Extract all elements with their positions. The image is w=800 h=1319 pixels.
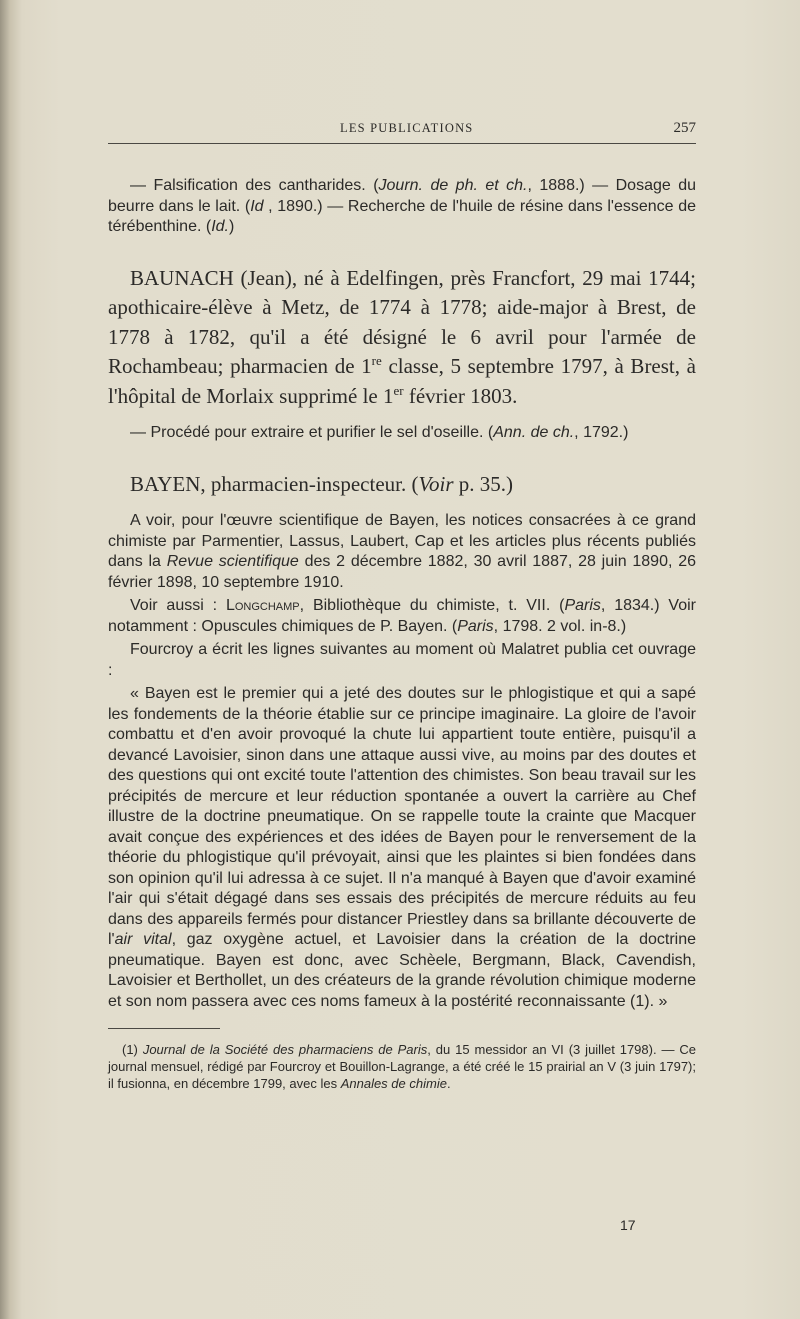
text-run: classe, 5 septembre 1797, à Brest, à l'hôpital de Morlaix supprimé le 1 [108, 354, 696, 408]
text-run: , 1798. 2 vol. in-8.) [493, 617, 627, 635]
text-run: (Jean), né à Edelfingen, près Francfort, 29 mai 1744; apothicaire-élève à Metz, de 1774 à 1778; aide-major à Brest, de 1778 à 1782, qu'il a été désigné le 6 avril pour l'armée de Rochambeau; pharmacien de 1 [108, 265, 696, 378]
running-head: LES PUBLICATIONS [340, 121, 474, 135]
publications-paragraph [108, 176, 696, 238]
bayen-paragraph-notices [108, 511, 696, 593]
citation: Id. [211, 218, 229, 235]
superscript: re [371, 353, 382, 368]
text-run: Voir aussi : [130, 597, 226, 614]
text-run: février 1803. [403, 383, 518, 408]
place-name: Paris [457, 617, 494, 635]
text-run: p. 35.) [453, 471, 513, 496]
citation: Annales de chimie [340, 1076, 447, 1091]
entry-baunach [108, 264, 696, 412]
superscript: er [393, 382, 404, 398]
text-run: . [446, 1076, 451, 1091]
text-run: A voir, pour l'œuvre scientifique de Bayen, les notices consacrées à ce grand chimiste par Parmentier, Lassus, Laubert, Cap et les articles plus récents publiés dans la [108, 512, 696, 570]
citation: Id [250, 197, 264, 215]
baunach-publication [108, 423, 696, 444]
author-name: Longchamp [225, 597, 300, 614]
entry-name: BAYEN [130, 471, 201, 496]
footnote-number: (1) [122, 1042, 143, 1057]
text-run: — Procédé pour extraire et purifier le sel d'oseille. ( [130, 424, 494, 441]
citation: Revue scientifique [166, 553, 299, 570]
bayen-paragraph-fourcroy: Fourcroy a écrit les lignes suivantes au moment où Malatret publia cet ouvrage : [108, 641, 696, 679]
citation: Ann. de ch. [493, 424, 575, 441]
place-name: Paris [564, 597, 601, 614]
page-body [108, 176, 696, 1092]
text-run: , 1888.) — Dosage du beurre dans le lait. ( [108, 177, 696, 215]
page-number: 257 [673, 120, 696, 136]
text-run: , 1834.) Voir notamment : Opuscules chimiques de P. Bayen. ( [108, 597, 697, 635]
text-run: des 2 décembre 1882, 30 avril 1887, 28 juin 1890, 26 février 1898, 10 septembre 1910. [108, 553, 696, 591]
citation: Journ. de ph. et ch. [378, 177, 528, 194]
emphasis: air vital [114, 931, 172, 948]
entry-bayen [108, 470, 696, 500]
text-run: , gaz oxygène actuel, et Lavoisier dans la création de la doctrine pneumatique. Bayen est donc, avec Schèele, Bergmann, Black, Cavendish, Lavoisier et Berthollet, un des créateurs de la grande révolution chimique moderne et son nom passera avec ces noms fameux à la postérité reconnaissante (1). » [108, 931, 697, 1010]
text-run: , pharmacien-inspecteur. ( [200, 471, 419, 496]
bayen-paragraph-voir-aussi [108, 596, 696, 637]
citation: Journal de la Société des pharmaciens de Paris [142, 1042, 428, 1057]
footnote-rule [108, 1028, 220, 1029]
see-reference: Voir [418, 471, 454, 496]
footnote [108, 1041, 696, 1092]
fourcroy-quote [108, 684, 696, 1012]
signature-mark: 17 [620, 1217, 636, 1233]
text-run: , Bibliothèque du chimiste, t. VII. ( [299, 597, 565, 614]
entry-name: BAUNACH [130, 265, 234, 290]
page-header [108, 120, 696, 144]
text-run: , 1792.) [574, 424, 629, 441]
text-run: ) [228, 218, 235, 235]
text-run: — Falsification des cantharides. ( [130, 177, 379, 194]
text-run: « Bayen est le premier qui a jeté des doutes sur le phlogistique et qui a sapé les fondements de la théorie établie sur ce principe imaginaire. La gloire de l'avoir combattu et d'en avoir provoqué la chute lui appartient toute entière, puisqu'il a devancé Lavoisier, sinon dans une attaque aussi vive, au moins par des doutes et des questions qui ont excité toute l'attention des chimistes. Son beau travail sur les précipités de mercure et leur réduction spontanée a ouvert la carrière au Chef illustre de la doctrine pneumatique. On se rappelle toute la crainte que Macquer avait conçue des expériences et des idées de Bayen pour le renversement de la théorie du phlogistique qu'il prévoyait, ainsi que les plaintes si bien fondées dans son opinion qu'il lui adressa à ce sujet. Il n'a manqué à Bayen que d'avoir examiné l'air qui s'était dégagé dans ses essais des précipités de mercure réduits au feu dans des appareils fermés pour distancer Priestley dans sa brillante découverte de l' [108, 685, 696, 948]
text-run: , du 15 messidor an VI (3 juillet 1798). — Ce journal mensuel, rédigé par Fourcroy et Bouillon-Lagrange, a été créé le 15 prairial an V (3 juin 1797); il fusionna, en décembre 1799, avec les [108, 1042, 697, 1091]
text-run: , 1890.) — Recherche de l'huile de résine dans l'essence de térébenthine. ( [108, 197, 697, 235]
